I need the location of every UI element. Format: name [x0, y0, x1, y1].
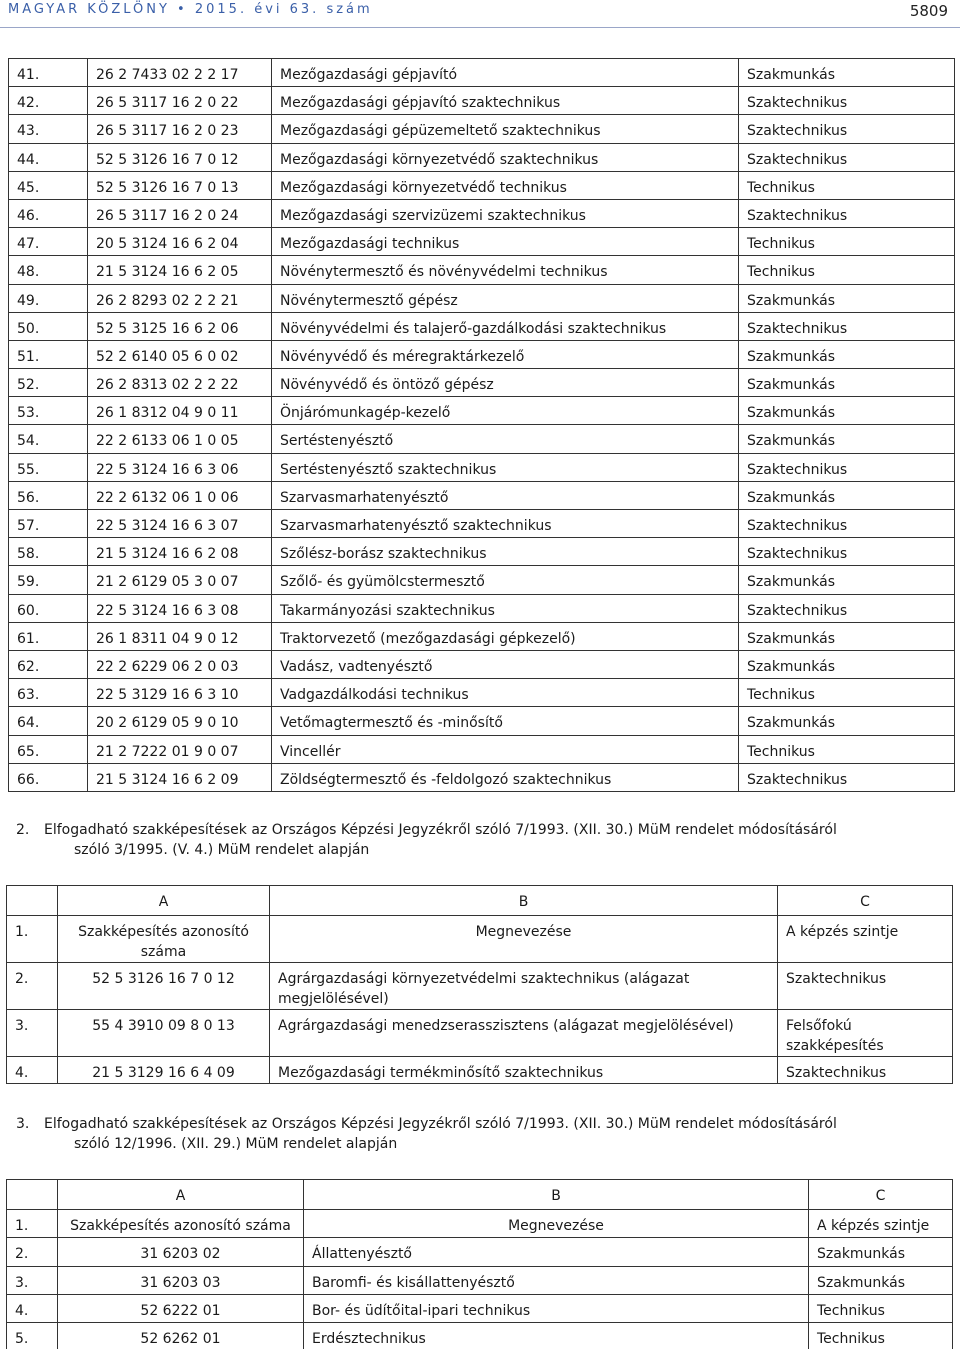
- qualification-name: Mezőgazdasági környezetvédő szaktechnikus: [272, 143, 739, 171]
- qualification-code: 31 6203 02: [58, 1238, 304, 1266]
- qualification-name: Megnevezése: [270, 916, 778, 963]
- row-number: 57.: [9, 510, 88, 538]
- qualification-name: Vincellér: [272, 735, 739, 763]
- qualification-code: 21 5 3124 16 6 2 05: [88, 256, 272, 284]
- qualification-name: Mezőgazdasági gépüzemeltető szaktechnikus: [272, 115, 739, 143]
- corner-cell: [7, 1180, 58, 1210]
- table-row: [9, 594, 955, 622]
- row-number: 44.: [9, 143, 88, 171]
- qualification-level: Szakmunkás: [739, 397, 955, 425]
- row-number: 5.: [7, 1323, 58, 1349]
- qualification-name: Agrárgazdasági környezetvédelmi szaktechnikus (alágazat megjelölésével): [270, 963, 778, 1010]
- row-number: 50.: [9, 312, 88, 340]
- qualification-name: Állattenyésztő: [304, 1238, 809, 1266]
- qualification-code: Szakképesítés azonosító száma: [58, 1210, 304, 1238]
- row-number: 3.: [7, 1010, 58, 1057]
- table-row: [9, 143, 955, 171]
- table-row: [9, 87, 955, 115]
- qualification-level: Szakmunkás: [739, 481, 955, 509]
- row-number: 4.: [7, 1294, 58, 1322]
- qualification-name: Növényvédő és öntöző gépész: [272, 369, 739, 397]
- qualification-name: Erdésztechnikus: [304, 1323, 809, 1349]
- qualification-name: Mezőgazdasági gépjavító: [272, 59, 739, 87]
- qualification-level: Szakmunkás: [739, 59, 955, 87]
- section-title-line2: szóló 12/1996. (XII. 29.) MüM rendelet alapján: [74, 1136, 398, 1152]
- column-letter: A: [58, 886, 270, 916]
- section-title-line1: Elfogadható szakképesítések az Országos Képzési Jegyzékről szóló 7/1993. (XII. 30.) MüM rendelet módosításáról: [44, 1116, 837, 1132]
- qualification-code: Szakképesítés azonosító száma: [58, 916, 270, 963]
- qualification-code: 52 6222 01: [58, 1294, 304, 1322]
- qualification-code: 26 2 7433 02 2 2 17: [88, 59, 272, 87]
- qualification-level: Szakmunkás: [739, 340, 955, 368]
- column-letter: C: [778, 886, 953, 916]
- qualification-level: Szaktechnikus: [739, 87, 955, 115]
- qualification-level: Szakmunkás: [739, 566, 955, 594]
- row-number: 58.: [9, 538, 88, 566]
- row-number: 46.: [9, 199, 88, 227]
- qualification-code: 22 2 6133 06 1 0 05: [88, 425, 272, 453]
- table-row: [9, 566, 955, 594]
- table-row: [7, 1294, 953, 1322]
- qualification-name: Mezőgazdasági környezetvédő technikus: [272, 171, 739, 199]
- qualification-code: 52 5 3125 16 6 2 06: [88, 312, 272, 340]
- table-row: [9, 171, 955, 199]
- qualification-code: 22 2 6132 06 1 0 06: [88, 481, 272, 509]
- section-3-table: [6, 1179, 953, 1349]
- row-number: 1.: [7, 1210, 58, 1238]
- row-number: 61.: [9, 622, 88, 650]
- table-row: [9, 707, 955, 735]
- column-letter: A: [58, 1180, 304, 1210]
- qualification-level: Szaktechnikus: [739, 143, 955, 171]
- page-number: 5809: [909, 2, 948, 20]
- table-row: [9, 228, 955, 256]
- table-row: [9, 199, 955, 227]
- qualification-code: 52 6262 01: [58, 1323, 304, 1349]
- qualification-level: Technikus: [809, 1323, 953, 1349]
- row-number: 48.: [9, 256, 88, 284]
- column-letter: B: [270, 886, 778, 916]
- qualification-level: Technikus: [739, 171, 955, 199]
- table-row: [9, 425, 955, 453]
- qualification-level: Szaktechnikus: [778, 1057, 953, 1084]
- qualification-code: 22 5 3124 16 6 3 07: [88, 510, 272, 538]
- qualification-level: Szakmunkás: [739, 425, 955, 453]
- row-number: 49.: [9, 284, 88, 312]
- qualification-name: Vadgazdálkodási technikus: [272, 679, 739, 707]
- table-row: [9, 369, 955, 397]
- row-number: 55.: [9, 453, 88, 481]
- qualification-name: Takarmányozási szaktechnikus: [272, 594, 739, 622]
- table-row: [9, 397, 955, 425]
- qualification-code: 26 5 3117 16 2 0 24: [88, 199, 272, 227]
- qualification-level: Szakmunkás: [809, 1238, 953, 1266]
- qualification-name: Szőlész-borász szaktechnikus: [272, 538, 739, 566]
- row-number: 56.: [9, 481, 88, 509]
- qualification-code: 52 5 3126 16 7 0 13: [88, 171, 272, 199]
- row-number: 2.: [7, 1238, 58, 1266]
- qualification-level: Technikus: [809, 1294, 953, 1322]
- table-row: [9, 312, 955, 340]
- table-row: [7, 963, 953, 1010]
- qualification-code: 52 5 3126 16 7 0 12: [88, 143, 272, 171]
- qualification-name: Sertéstenyésztő: [272, 425, 739, 453]
- section-number: 2.: [16, 822, 30, 838]
- qualification-name: Növényvédő és méregraktárkezelő: [272, 340, 739, 368]
- qualification-name: Mezőgazdasági termékminősítő szaktechnikus: [270, 1057, 778, 1084]
- qualification-code: 22 5 3124 16 6 3 06: [88, 453, 272, 481]
- column-letter: C: [809, 1180, 953, 1210]
- qualification-level: A képzés szintje: [778, 916, 953, 963]
- row-number: 2.: [7, 963, 58, 1010]
- qualification-code: 21 2 7222 01 9 0 07: [88, 735, 272, 763]
- table-row: [9, 763, 955, 791]
- column-letter: B: [304, 1180, 809, 1210]
- row-number: 47.: [9, 228, 88, 256]
- qualification-code: 26 2 8293 02 2 2 21: [88, 284, 272, 312]
- qualification-code: 26 5 3117 16 2 0 23: [88, 115, 272, 143]
- qualification-code: 26 1 8312 04 9 0 11: [88, 397, 272, 425]
- qualification-code: 21 5 3129 16 6 4 09: [58, 1057, 270, 1084]
- table-row: [7, 1238, 953, 1266]
- qualification-level: Szaktechnikus: [739, 199, 955, 227]
- qualification-name: Vetőmagtermesztő és -minősítő: [272, 707, 739, 735]
- qualification-name: Megnevezése: [304, 1210, 809, 1238]
- section-3-note: [16, 1114, 837, 1154]
- table-row: [9, 538, 955, 566]
- journal-title: MAGYAR KÖZLÖNY • 2015. évi 63. szám: [8, 2, 373, 17]
- row-number: 53.: [9, 397, 88, 425]
- qualification-code: 26 1 8311 04 9 0 12: [88, 622, 272, 650]
- row-number: 4.: [7, 1057, 58, 1084]
- row-number: 52.: [9, 369, 88, 397]
- qualification-name: Vadász, vadtenyésztő: [272, 650, 739, 678]
- row-number: 42.: [9, 87, 88, 115]
- row-number: 59.: [9, 566, 88, 594]
- qualification-level: Felsőfokú szakképesítés: [778, 1010, 953, 1057]
- qualification-name: Baromfi- és kisállattenyésztő: [304, 1266, 809, 1294]
- qualification-name: Sertéstenyésztő szaktechnikus: [272, 453, 739, 481]
- qualification-code: 55 4 3910 09 8 0 13: [58, 1010, 270, 1057]
- qualification-level: A képzés szintje: [809, 1210, 953, 1238]
- qualification-code: 20 2 6129 05 9 0 10: [88, 707, 272, 735]
- table-row: [9, 284, 955, 312]
- qualification-name: Növényvédelmi és talajerő-gazdálkodási szaktechnikus: [272, 312, 739, 340]
- qualification-level: Technikus: [739, 679, 955, 707]
- qualification-name: Mezőgazdasági technikus: [272, 228, 739, 256]
- qualification-code: 52 5 3126 16 7 0 12: [58, 963, 270, 1010]
- row-number: 66.: [9, 763, 88, 791]
- qualification-level: Szakmunkás: [739, 622, 955, 650]
- row-number: 63.: [9, 679, 88, 707]
- qualification-name: Mezőgazdasági szervizüzemi szaktechnikus: [272, 199, 739, 227]
- qualification-level: Szaktechnikus: [739, 538, 955, 566]
- table-row: [9, 59, 955, 87]
- table-row: [9, 340, 955, 368]
- table-row: [7, 916, 953, 963]
- table-row: [9, 650, 955, 678]
- qualification-code: 22 2 6229 06 2 0 03: [88, 650, 272, 678]
- row-number: 64.: [9, 707, 88, 735]
- qualification-code: 22 5 3124 16 6 3 08: [88, 594, 272, 622]
- qualifications-table: [8, 58, 955, 792]
- qualification-name: Önjárómunkagép-kezelő: [272, 397, 739, 425]
- qualification-name: Növénytermesztő és növényvédelmi technikus: [272, 256, 739, 284]
- qualification-code: 22 5 3129 16 6 3 10: [88, 679, 272, 707]
- row-number: 45.: [9, 171, 88, 199]
- qualification-level: Szakmunkás: [739, 369, 955, 397]
- row-number: 62.: [9, 650, 88, 678]
- qualification-code: 26 5 3117 16 2 0 22: [88, 87, 272, 115]
- table-row: [9, 679, 955, 707]
- qualification-name: Szarvasmarhatenyésztő: [272, 481, 739, 509]
- qualification-name: Növénytermesztő gépész: [272, 284, 739, 312]
- qualification-code: 21 5 3124 16 6 2 09: [88, 763, 272, 791]
- qualification-level: Szaktechnikus: [739, 594, 955, 622]
- table-row: [9, 453, 955, 481]
- qualification-name: Mezőgazdasági gépjavító szaktechnikus: [272, 87, 739, 115]
- row-number: 41.: [9, 59, 88, 87]
- page-header: [0, 0, 960, 30]
- qualification-code: 21 5 3124 16 6 2 08: [88, 538, 272, 566]
- qualification-name: Zöldségtermesztő és -feldolgozó szaktechnikus: [272, 763, 739, 791]
- table-row: [9, 510, 955, 538]
- row-number: 51.: [9, 340, 88, 368]
- qualification-level: Szaktechnikus: [739, 510, 955, 538]
- qualification-code: 21 2 6129 05 3 0 07: [88, 566, 272, 594]
- qualification-name: Szőlő- és gyümölcstermesztő: [272, 566, 739, 594]
- row-number: 43.: [9, 115, 88, 143]
- table-row: [9, 735, 955, 763]
- qualification-level: Szaktechnikus: [739, 453, 955, 481]
- row-number: 65.: [9, 735, 88, 763]
- table-row: [7, 1057, 953, 1084]
- header-divider: [0, 27, 960, 28]
- qualification-level: Szaktechnikus: [739, 763, 955, 791]
- qualification-code: 31 6203 03: [58, 1266, 304, 1294]
- column-header-row: [7, 1180, 953, 1210]
- row-number: 60.: [9, 594, 88, 622]
- row-number: 3.: [7, 1266, 58, 1294]
- row-number: 54.: [9, 425, 88, 453]
- row-number: 1.: [7, 916, 58, 963]
- table-row: [7, 1323, 953, 1349]
- qualification-code: 20 5 3124 16 6 2 04: [88, 228, 272, 256]
- qualification-level: Szaktechnikus: [778, 963, 953, 1010]
- qualification-name: Traktorvezető (mezőgazdasági gépkezelő): [272, 622, 739, 650]
- qualification-level: Szaktechnikus: [739, 312, 955, 340]
- qualification-level: Szakmunkás: [739, 650, 955, 678]
- qualification-code: 26 2 8313 02 2 2 22: [88, 369, 272, 397]
- qualification-name: Szarvasmarhatenyésztő szaktechnikus: [272, 510, 739, 538]
- qualification-level: Technikus: [739, 228, 955, 256]
- table-row: [9, 622, 955, 650]
- column-header-row: [7, 886, 953, 916]
- qualification-level: Szakmunkás: [739, 284, 955, 312]
- section-2-table: [6, 885, 953, 1084]
- table-row: [9, 481, 955, 509]
- table-row: [7, 1266, 953, 1294]
- section-title-line1: Elfogadható szakképesítések az Országos Képzési Jegyzékről szóló 7/1993. (XII. 30.) MüM rendelet módosításáról: [44, 822, 837, 838]
- qualification-level: Technikus: [739, 256, 955, 284]
- section-number: 3.: [16, 1116, 30, 1132]
- table-row: [7, 1210, 953, 1238]
- section-title-line2: szóló 3/1995. (V. 4.) MüM rendelet alapján: [74, 842, 370, 858]
- qualification-code: 52 2 6140 05 6 0 02: [88, 340, 272, 368]
- qualification-name: Agrárgazdasági menedzserasszisztens (alágazat megjelölésével): [270, 1010, 778, 1057]
- qualification-level: Szakmunkás: [809, 1266, 953, 1294]
- qualification-level: Szakmunkás: [739, 707, 955, 735]
- qualification-name: Bor- és üdítőital-ipari technikus: [304, 1294, 809, 1322]
- table-row: [9, 115, 955, 143]
- table-row: [7, 1010, 953, 1057]
- section-2-note: [16, 820, 837, 860]
- qualification-level: Technikus: [739, 735, 955, 763]
- corner-cell: [7, 886, 58, 916]
- table-row: [9, 256, 955, 284]
- qualification-level: Szaktechnikus: [739, 115, 955, 143]
